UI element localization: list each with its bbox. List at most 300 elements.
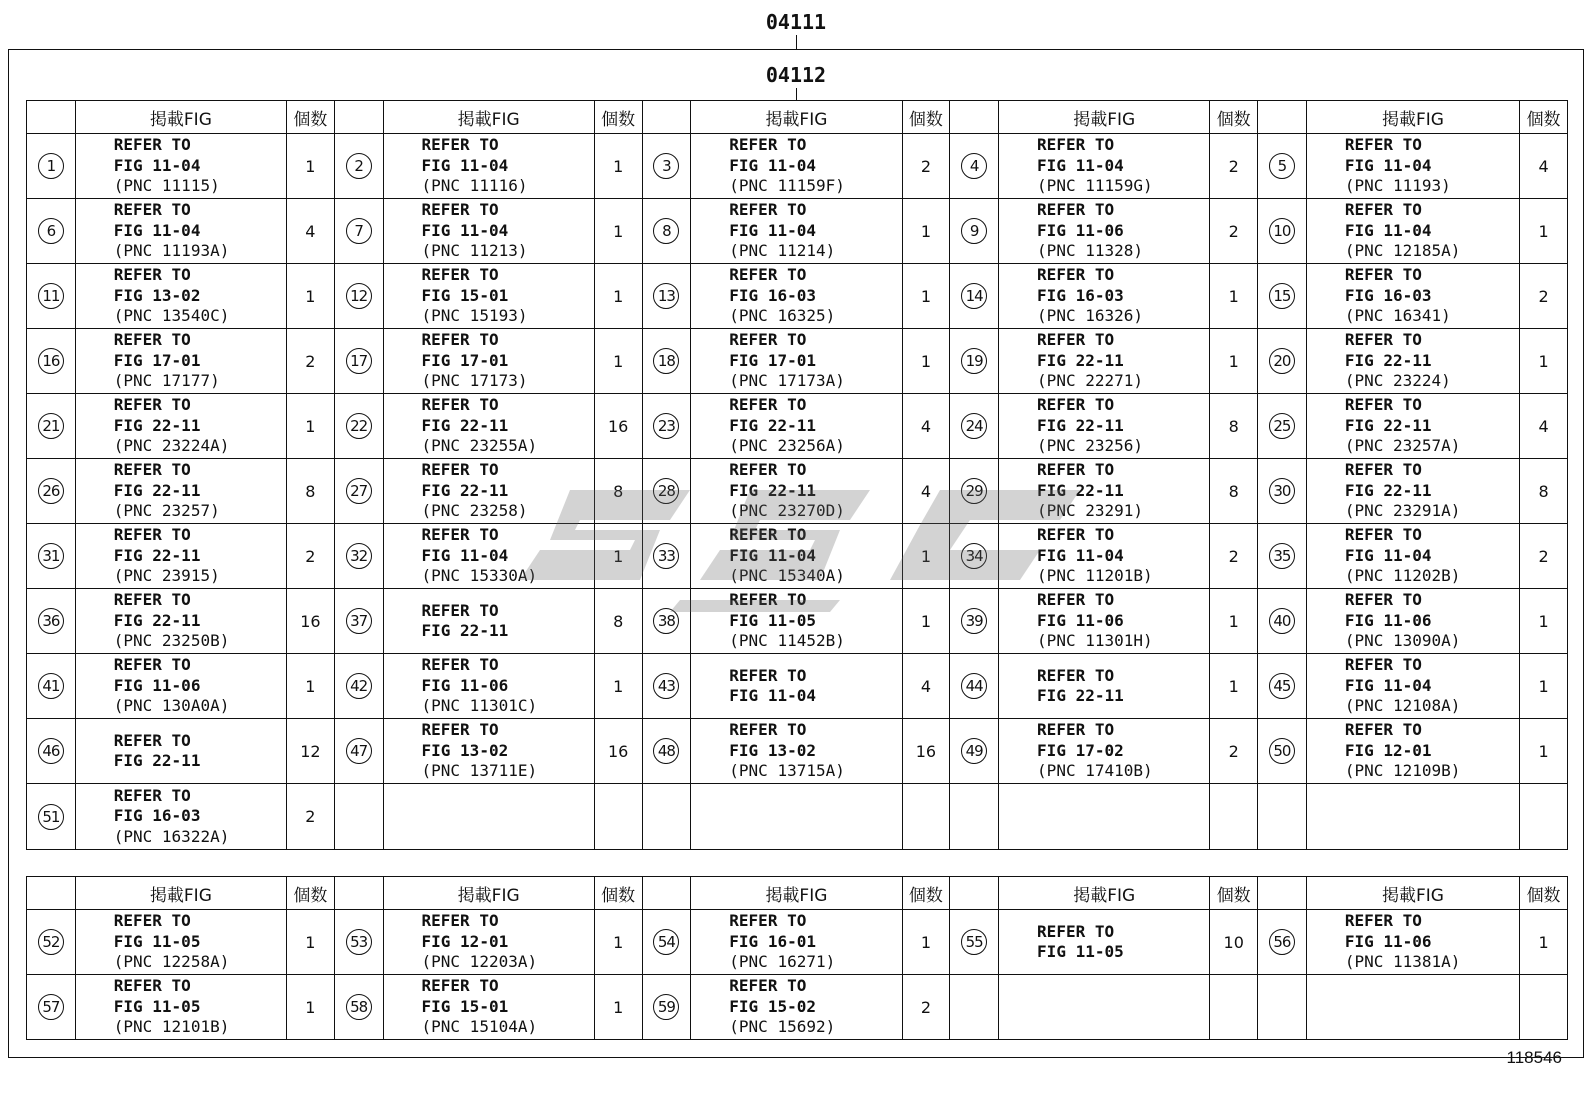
quantity-cell: 1 bbox=[594, 654, 642, 719]
refer-line: REFER TO bbox=[113, 265, 191, 285]
item-number-cell bbox=[950, 264, 999, 329]
reference-cell bbox=[1306, 589, 1519, 654]
header-number-cell bbox=[950, 101, 999, 134]
item-number-badge: 34 bbox=[961, 543, 987, 569]
empty-cell bbox=[999, 975, 1210, 1040]
quantity-cell: 1 bbox=[287, 394, 335, 459]
reference-cell bbox=[383, 394, 594, 459]
item-number-cell bbox=[950, 589, 999, 654]
fig-line: FIG 22-11 bbox=[421, 415, 509, 435]
refer-line: REFER TO bbox=[1344, 395, 1422, 415]
table-row bbox=[27, 134, 1568, 199]
reference-cell bbox=[383, 264, 594, 329]
item-number-cell bbox=[27, 975, 76, 1040]
header-fig: 掲載FIG bbox=[383, 877, 594, 910]
fig-line: FIG 11-04 bbox=[1344, 220, 1432, 240]
fig-line: FIG 11-04 bbox=[1037, 155, 1124, 175]
item-number-cell bbox=[642, 524, 691, 589]
table-row bbox=[27, 784, 1568, 850]
pnc-line: (PNC 17410B) bbox=[1037, 761, 1153, 781]
pnc-line: (PNC 12258A) bbox=[113, 952, 230, 972]
empty-cell bbox=[999, 784, 1210, 850]
outer-leader-line bbox=[796, 35, 797, 49]
item-number-badge: 56 bbox=[1269, 929, 1295, 955]
refer-line: REFER TO bbox=[1037, 200, 1115, 220]
empty-cell bbox=[902, 784, 950, 850]
header-number-cell bbox=[950, 877, 999, 910]
table-row bbox=[27, 975, 1568, 1040]
item-number-cell bbox=[334, 134, 383, 199]
refer-line: REFER TO bbox=[421, 976, 499, 996]
item-number-badge: 11 bbox=[38, 283, 64, 309]
table-row bbox=[27, 199, 1568, 264]
item-number-cell bbox=[642, 394, 691, 459]
reference-cell bbox=[383, 719, 594, 784]
fig-line: FIG 11-04 bbox=[421, 155, 509, 175]
fig-line: FIG 15-01 bbox=[421, 285, 509, 305]
fig-line: FIG 11-04 bbox=[1344, 545, 1432, 565]
item-number-cell bbox=[642, 654, 691, 719]
header-number-cell bbox=[1258, 101, 1307, 134]
item-number-badge: 2 bbox=[346, 153, 372, 179]
empty-cell bbox=[642, 784, 691, 850]
reference-cell bbox=[691, 719, 902, 784]
reference-cell bbox=[999, 524, 1210, 589]
fig-line: FIG 22-11 bbox=[1344, 480, 1432, 500]
reference-cell bbox=[691, 394, 902, 459]
item-number-badge: 24 bbox=[961, 413, 987, 439]
reference-cell bbox=[75, 719, 286, 784]
reference-cell bbox=[691, 459, 902, 524]
item-number-badge: 20 bbox=[1269, 348, 1295, 374]
pnc-line: (PNC 11159G) bbox=[1037, 176, 1153, 196]
empty-cell bbox=[594, 784, 642, 850]
refer-line: REFER TO bbox=[1037, 665, 1115, 685]
reference-cell bbox=[1306, 719, 1519, 784]
item-number-cell bbox=[1258, 459, 1307, 524]
fig-line: FIG 22-11 bbox=[1037, 350, 1124, 370]
item-number-badge: 32 bbox=[346, 543, 372, 569]
refer-line: REFER TO bbox=[421, 525, 499, 545]
quantity-cell: 8 bbox=[1210, 459, 1258, 524]
item-number-badge: 47 bbox=[346, 738, 372, 764]
quantity-cell: 16 bbox=[287, 589, 335, 654]
illustration-number: 118546 bbox=[1506, 1048, 1562, 1067]
item-number-cell bbox=[334, 329, 383, 394]
refer-line: REFER TO bbox=[729, 460, 807, 480]
item-number-cell bbox=[950, 654, 999, 719]
fig-line: FIG 22-11 bbox=[421, 621, 509, 640]
pnc-line: (PNC 23224A) bbox=[113, 436, 230, 456]
item-number-badge: 9 bbox=[961, 218, 987, 244]
reference-cell bbox=[75, 654, 286, 719]
reference-cell bbox=[383, 654, 594, 719]
quantity-cell: 1 bbox=[594, 910, 642, 975]
pnc-line: (PNC 15193) bbox=[421, 306, 528, 326]
fig-line: FIG 22-11 bbox=[1037, 415, 1124, 435]
quantity-cell: 1 bbox=[287, 134, 335, 199]
quantity-cell: 1 bbox=[1210, 589, 1258, 654]
quantity-cell: 8 bbox=[594, 459, 642, 524]
pnc-line: (PNC 11301C) bbox=[421, 696, 538, 716]
table-row bbox=[27, 719, 1568, 784]
refer-line: REFER TO bbox=[729, 395, 807, 415]
quantity-cell: 1 bbox=[1520, 199, 1568, 264]
item-number-badge: 38 bbox=[653, 608, 679, 634]
item-number-badge: 15 bbox=[1269, 283, 1295, 309]
reference-cell bbox=[999, 199, 1210, 264]
item-number-cell bbox=[950, 329, 999, 394]
pnc-line: (PNC 16322A) bbox=[113, 826, 230, 846]
pnc-line: (PNC 16325) bbox=[729, 306, 836, 326]
refer-line: REFER TO bbox=[1344, 590, 1422, 610]
item-number-cell bbox=[950, 719, 999, 784]
item-number-badge: 27 bbox=[346, 478, 372, 504]
refer-line: REFER TO bbox=[113, 911, 191, 931]
item-number-badge: 39 bbox=[961, 608, 987, 634]
empty-cell bbox=[1306, 975, 1519, 1040]
item-number-cell bbox=[642, 264, 691, 329]
item-number-cell bbox=[1258, 524, 1307, 589]
quantity-cell: 1 bbox=[287, 264, 335, 329]
reference-cell bbox=[383, 329, 594, 394]
reference-cell bbox=[383, 589, 594, 654]
item-number-badge: 36 bbox=[38, 608, 64, 634]
pnc-line: (PNC 16341) bbox=[1344, 306, 1451, 326]
item-number-cell bbox=[27, 784, 76, 850]
fig-line: FIG 15-02 bbox=[729, 996, 816, 1016]
empty-cell bbox=[334, 784, 383, 850]
item-number-badge: 35 bbox=[1269, 543, 1295, 569]
pnc-line: (PNC 16271) bbox=[729, 952, 836, 972]
item-number-cell bbox=[27, 394, 76, 459]
fig-line: FIG 12-01 bbox=[1344, 740, 1432, 760]
empty-cell bbox=[1210, 975, 1258, 1040]
quantity-cell: 1 bbox=[594, 329, 642, 394]
item-number-badge: 19 bbox=[961, 348, 987, 374]
quantity-cell: 1 bbox=[1210, 654, 1258, 719]
refer-line: REFER TO bbox=[113, 330, 191, 350]
item-number-badge: 6 bbox=[38, 218, 64, 244]
quantity-cell: 2 bbox=[902, 975, 950, 1040]
refer-line: REFER TO bbox=[729, 976, 807, 996]
pnc-line: (PNC 23250B) bbox=[113, 631, 230, 651]
item-number-cell bbox=[642, 910, 691, 975]
quantity-cell: 1 bbox=[902, 329, 950, 394]
item-number-badge: 1 bbox=[38, 153, 64, 179]
header-number-cell bbox=[27, 877, 76, 910]
reference-cell bbox=[999, 459, 1210, 524]
item-number-cell bbox=[334, 910, 383, 975]
item-number-cell bbox=[1258, 329, 1307, 394]
refer-line: REFER TO bbox=[421, 200, 499, 220]
fig-line: FIG 11-06 bbox=[113, 675, 201, 695]
item-number-cell bbox=[27, 654, 76, 719]
fig-line: FIG 11-04 bbox=[729, 686, 816, 705]
item-number-cell bbox=[1258, 394, 1307, 459]
pnc-line: (PNC 23270D) bbox=[729, 501, 845, 521]
fig-line: FIG 22-11 bbox=[729, 415, 816, 435]
pnc-line: (PNC 23255A) bbox=[421, 436, 538, 456]
pnc-line: (PNC 11202B) bbox=[1344, 566, 1461, 586]
item-number-badge: 50 bbox=[1269, 738, 1295, 764]
item-number-badge: 21 bbox=[38, 413, 64, 439]
item-number-badge: 40 bbox=[1269, 608, 1295, 634]
reference-cell bbox=[999, 264, 1210, 329]
refer-line: REFER TO bbox=[113, 200, 191, 220]
empty-cell bbox=[1520, 784, 1568, 850]
pnc-line: (PNC 17177) bbox=[113, 371, 220, 391]
item-number-cell bbox=[27, 910, 76, 975]
item-number-cell bbox=[27, 264, 76, 329]
header-number-cell bbox=[334, 101, 383, 134]
item-number-badge: 14 bbox=[961, 283, 987, 309]
item-number-badge: 49 bbox=[961, 738, 987, 764]
refer-line: REFER TO bbox=[1037, 265, 1115, 285]
fig-line: FIG 15-01 bbox=[421, 996, 509, 1016]
fig-line: FIG 13-02 bbox=[421, 740, 509, 760]
pnc-line: (PNC 17173A) bbox=[729, 371, 845, 391]
pnc-line: (PNC 12203A) bbox=[421, 952, 538, 972]
header-qty: 個数 bbox=[1520, 101, 1568, 134]
pnc-line: (PNC 15340A) bbox=[729, 566, 845, 586]
fig-line: FIG 16-03 bbox=[113, 806, 201, 826]
refer-line: REFER TO bbox=[113, 590, 191, 610]
fig-line: FIG 22-11 bbox=[113, 480, 201, 500]
table-row bbox=[27, 524, 1568, 589]
item-number-cell bbox=[642, 975, 691, 1040]
refer-line: REFER TO bbox=[729, 720, 807, 740]
pnc-line: (PNC 11381A) bbox=[1344, 952, 1461, 972]
pnc-line: (PNC 23256A) bbox=[729, 436, 845, 456]
reference-cell bbox=[999, 394, 1210, 459]
pnc-line: (PNC 15104A) bbox=[421, 1017, 538, 1037]
fig-line: FIG 22-11 bbox=[113, 545, 201, 565]
item-number-cell bbox=[1258, 654, 1307, 719]
reference-cell bbox=[75, 264, 286, 329]
reference-cell bbox=[1306, 654, 1519, 719]
quantity-cell: 1 bbox=[594, 524, 642, 589]
quantity-cell: 1 bbox=[287, 654, 335, 719]
refer-line: REFER TO bbox=[1344, 911, 1422, 931]
refer-line: REFER TO bbox=[1037, 135, 1115, 155]
table-row bbox=[27, 910, 1568, 975]
fig-line: FIG 13-02 bbox=[729, 740, 816, 760]
quantity-cell: 1 bbox=[1210, 264, 1258, 329]
table-row bbox=[27, 264, 1568, 329]
quantity-cell: 10 bbox=[1210, 910, 1258, 975]
header-qty: 個数 bbox=[594, 877, 642, 910]
item-number-badge: 59 bbox=[653, 994, 679, 1020]
item-number-badge: 22 bbox=[346, 413, 372, 439]
header-number-cell bbox=[1258, 877, 1307, 910]
pnc-line: (PNC 12108A) bbox=[1344, 696, 1461, 716]
reference-cell bbox=[691, 910, 902, 975]
item-number-badge: 28 bbox=[653, 478, 679, 504]
refer-line: REFER TO bbox=[729, 135, 807, 155]
refer-line: REFER TO bbox=[1344, 655, 1422, 675]
reference-cell bbox=[1306, 264, 1519, 329]
quantity-cell: 2 bbox=[1520, 264, 1568, 329]
reference-cell bbox=[383, 459, 594, 524]
pnc-line: (PNC 23258) bbox=[421, 501, 528, 521]
table-row bbox=[27, 459, 1568, 524]
refer-line: REFER TO bbox=[421, 135, 499, 155]
quantity-cell: 2 bbox=[287, 329, 335, 394]
empty-cell bbox=[950, 975, 999, 1040]
header-qty: 個数 bbox=[287, 101, 335, 134]
refer-line: REFER TO bbox=[729, 330, 807, 350]
refer-line: REFER TO bbox=[1037, 720, 1115, 740]
reference-cell bbox=[999, 589, 1210, 654]
empty-cell bbox=[1258, 975, 1307, 1040]
refer-line: REFER TO bbox=[421, 600, 499, 620]
reference-cell bbox=[691, 264, 902, 329]
reference-cell bbox=[75, 589, 286, 654]
quantity-cell: 16 bbox=[594, 719, 642, 784]
item-number-cell bbox=[1258, 264, 1307, 329]
fig-line: FIG 11-04 bbox=[113, 155, 201, 175]
item-number-badge: 58 bbox=[346, 994, 372, 1020]
item-number-cell bbox=[1258, 589, 1307, 654]
item-number-cell bbox=[334, 524, 383, 589]
fig-line: FIG 16-03 bbox=[1037, 285, 1124, 305]
pnc-line: (PNC 13715A) bbox=[729, 761, 845, 781]
item-number-cell bbox=[642, 134, 691, 199]
refer-line: REFER TO bbox=[1037, 330, 1115, 350]
reference-cell bbox=[999, 910, 1210, 975]
quantity-cell: 4 bbox=[902, 394, 950, 459]
pnc-line: (PNC 11213) bbox=[421, 241, 528, 261]
item-number-badge: 53 bbox=[346, 929, 372, 955]
refer-line: REFER TO bbox=[421, 655, 499, 675]
refer-line: REFER TO bbox=[113, 655, 191, 675]
item-number-badge: 5 bbox=[1269, 153, 1295, 179]
reference-cell bbox=[999, 134, 1210, 199]
item-number-cell bbox=[642, 329, 691, 394]
pnc-line: (PNC 11201B) bbox=[1037, 566, 1153, 586]
quantity-cell: 4 bbox=[287, 199, 335, 264]
quantity-cell: 8 bbox=[1210, 394, 1258, 459]
header-fig: 掲載FIG bbox=[1306, 101, 1519, 134]
reference-cell bbox=[383, 199, 594, 264]
pnc-line: (PNC 11193) bbox=[1344, 176, 1451, 196]
reference-cell bbox=[75, 329, 286, 394]
item-number-badge: 33 bbox=[653, 543, 679, 569]
header-qty: 個数 bbox=[1520, 877, 1568, 910]
table-row bbox=[27, 654, 1568, 719]
outer-assembly-code: 04111 bbox=[765, 10, 827, 34]
fig-line: FIG 11-06 bbox=[421, 675, 509, 695]
item-number-badge: 3 bbox=[653, 153, 679, 179]
empty-cell bbox=[1520, 975, 1568, 1040]
quantity-cell: 1 bbox=[902, 264, 950, 329]
item-number-cell bbox=[27, 134, 76, 199]
item-number-badge: 7 bbox=[346, 218, 372, 244]
reference-cell bbox=[999, 654, 1210, 719]
refer-line: REFER TO bbox=[729, 911, 807, 931]
fig-line: FIG 11-04 bbox=[1344, 675, 1432, 695]
item-number-cell bbox=[950, 524, 999, 589]
quantity-cell: 1 bbox=[1210, 329, 1258, 394]
refer-line: REFER TO bbox=[113, 135, 191, 155]
item-number-badge: 25 bbox=[1269, 413, 1295, 439]
header-fig: 掲載FIG bbox=[1306, 877, 1519, 910]
refer-line: REFER TO bbox=[113, 976, 191, 996]
quantity-cell: 1 bbox=[594, 264, 642, 329]
quantity-cell: 4 bbox=[1520, 134, 1568, 199]
item-number-cell bbox=[27, 524, 76, 589]
reference-cell bbox=[1306, 394, 1519, 459]
header-number-cell bbox=[27, 101, 76, 134]
quantity-cell: 8 bbox=[287, 459, 335, 524]
fig-line: FIG 11-04 bbox=[113, 220, 201, 240]
pnc-line: (PNC 11328) bbox=[1037, 241, 1144, 261]
empty-cell bbox=[691, 784, 902, 850]
item-number-badge: 16 bbox=[38, 348, 64, 374]
pnc-line: (PNC 23291) bbox=[1037, 501, 1144, 521]
fig-line: FIG 22-11 bbox=[1344, 415, 1432, 435]
pnc-line: (PNC 11301H) bbox=[1037, 631, 1153, 651]
quantity-cell: 2 bbox=[902, 134, 950, 199]
quantity-cell: 2 bbox=[1210, 524, 1258, 589]
item-number-badge: 52 bbox=[38, 929, 64, 955]
quantity-cell: 1 bbox=[902, 199, 950, 264]
reference-cell bbox=[999, 719, 1210, 784]
pnc-line: (PNC 16326) bbox=[1037, 306, 1144, 326]
refer-line: REFER TO bbox=[1037, 590, 1115, 610]
quantity-cell: 16 bbox=[902, 719, 950, 784]
item-number-badge: 29 bbox=[961, 478, 987, 504]
fig-line: FIG 22-11 bbox=[1037, 480, 1124, 500]
item-number-badge: 44 bbox=[961, 673, 987, 699]
refer-line: REFER TO bbox=[421, 395, 499, 415]
pnc-line: (PNC 23257) bbox=[113, 501, 220, 521]
reference-cell bbox=[691, 975, 902, 1040]
pnc-line: (PNC 12185A) bbox=[1344, 241, 1461, 261]
quantity-cell: 12 bbox=[287, 719, 335, 784]
quantity-cell: 4 bbox=[1520, 394, 1568, 459]
item-number-badge: 55 bbox=[961, 929, 987, 955]
reference-cell bbox=[691, 199, 902, 264]
quantity-cell: 1 bbox=[287, 910, 335, 975]
reference-cell bbox=[383, 524, 594, 589]
item-number-badge: 42 bbox=[346, 673, 372, 699]
item-number-badge: 46 bbox=[38, 738, 64, 764]
refer-line: REFER TO bbox=[1344, 460, 1422, 480]
refer-line: REFER TO bbox=[1344, 200, 1422, 220]
pnc-line: (PNC 11115) bbox=[113, 176, 220, 196]
item-number-badge: 8 bbox=[653, 218, 679, 244]
item-number-cell bbox=[642, 719, 691, 784]
pnc-line: (PNC 13711E) bbox=[421, 761, 538, 781]
item-number-badge: 54 bbox=[653, 929, 679, 955]
fig-line: FIG 17-01 bbox=[729, 350, 816, 370]
header-fig: 掲載FIG bbox=[691, 101, 902, 134]
fig-line: FIG 22-11 bbox=[113, 610, 201, 630]
refer-line: REFER TO bbox=[1037, 395, 1115, 415]
reference-cell bbox=[75, 199, 286, 264]
item-number-badge: 23 bbox=[653, 413, 679, 439]
fig-line: FIG 11-05 bbox=[113, 931, 201, 951]
item-number-cell bbox=[334, 459, 383, 524]
reference-cell bbox=[383, 975, 594, 1040]
refer-line: REFER TO bbox=[421, 720, 499, 740]
refer-line: REFER TO bbox=[1344, 330, 1422, 350]
empty-cell bbox=[1306, 784, 1519, 850]
pnc-line: (PNC 23257A) bbox=[1344, 436, 1461, 456]
quantity-cell: 2 bbox=[1520, 524, 1568, 589]
